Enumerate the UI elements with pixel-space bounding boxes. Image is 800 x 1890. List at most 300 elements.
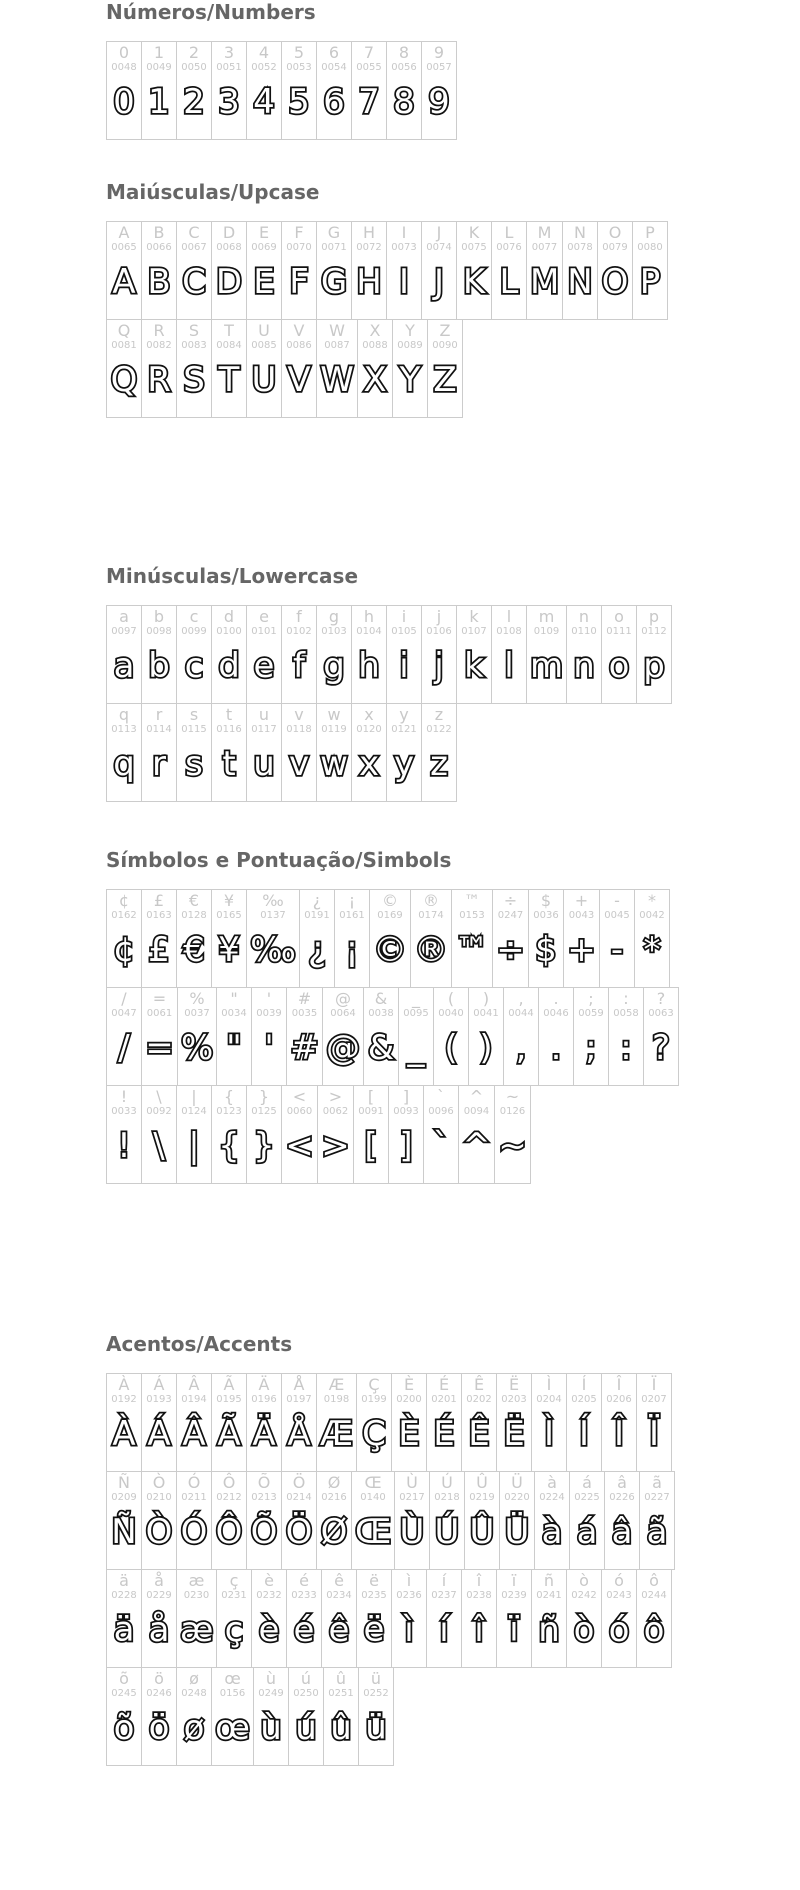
glyph-preview-label: ? (656, 989, 666, 1008)
glyph-cell (211, 221, 247, 320)
glyph-sample: Å (287, 1414, 311, 1454)
glyph-code: 0052 (251, 62, 277, 73)
glyph-code: 0091 (358, 1106, 384, 1117)
glyph-cell (421, 221, 457, 320)
glyph-sample: k (464, 646, 484, 686)
glyph-code: 0034 (221, 1008, 247, 1019)
glyph-code: 0234 (326, 1590, 352, 1601)
glyph-sample: 0 (113, 82, 135, 122)
glyph-code: 0162 (111, 910, 137, 921)
glyph-cell (286, 987, 323, 1086)
glyph-sample: € (183, 930, 205, 970)
glyph-code: 0081 (111, 340, 137, 351)
glyph-sample: } (253, 1126, 275, 1166)
glyph-cell (141, 41, 177, 140)
glyph-preview-label: è (264, 1571, 274, 1590)
glyph-preview-label: ! (120, 1087, 128, 1106)
glyph-preview-label: ù (265, 1669, 277, 1688)
glyph-cell (176, 1569, 217, 1668)
glyph-preview-label: o (614, 607, 624, 626)
glyph-code: 0126 (499, 1106, 526, 1117)
glyph-sample: A (112, 262, 136, 302)
glyph-cell (246, 1085, 282, 1184)
glyph-code: 0206 (606, 1394, 632, 1405)
glyph-sample: É (433, 1414, 455, 1454)
glyph-code: 0128 (181, 910, 207, 921)
glyph-preview-label: ö (154, 1669, 164, 1688)
glyph-sample: Q (110, 360, 138, 400)
glyph-preview-label: * (648, 891, 656, 910)
glyph-cell (461, 1569, 497, 1668)
glyph-preview-label: 6 (328, 43, 340, 62)
glyph-cell (636, 1569, 672, 1668)
glyph-sample: e (253, 646, 275, 686)
glyph-cell (177, 987, 217, 1086)
glyph-cell (106, 221, 142, 320)
glyph-preview-label: ÷ (503, 891, 518, 910)
glyph-code: 0058 (613, 1008, 639, 1019)
glyph-sample: p (643, 646, 665, 686)
glyph-preview-label: V (293, 321, 305, 340)
glyph-code: 0061 (146, 1008, 173, 1019)
glyph-code: 0053 (286, 62, 312, 73)
glyph-preview-label: ò (579, 1571, 589, 1590)
glyph-code: 0231 (221, 1590, 247, 1601)
glyph-code: 0092 (146, 1106, 172, 1117)
glyph-code: 0077 (531, 242, 558, 253)
glyph-cell (351, 703, 387, 802)
glyph-code: 0056 (391, 62, 417, 73)
glyph-preview-label: Å (293, 1375, 305, 1394)
glyph-sample: b (148, 646, 170, 686)
glyph-sample: î (474, 1610, 484, 1650)
glyph-preview-label: ™ (464, 891, 480, 910)
glyph-sample: 7 (358, 82, 380, 122)
glyph-code: 0033 (111, 1106, 137, 1117)
glyph-sample: \ (153, 1126, 165, 1166)
glyph-code: 0218 (434, 1492, 460, 1503)
glyph-code: 0068 (216, 242, 242, 253)
glyph-cell (211, 703, 247, 802)
glyph-code: 0086 (286, 340, 312, 351)
glyph-cell (281, 605, 317, 704)
glyph-preview-label: Æ (328, 1375, 345, 1394)
glyph-preview-label: n (578, 607, 590, 626)
glyph-sample: | (188, 1126, 200, 1166)
glyph-code: 0109 (533, 626, 560, 637)
glyph-sample: ê (328, 1610, 350, 1650)
glyph-sample: Ä (252, 1414, 276, 1454)
glyph-cell (426, 1373, 462, 1472)
glyph-sample: Ó (180, 1512, 208, 1552)
glyph-cell (246, 703, 282, 802)
glyph-preview-label: Â (188, 1375, 200, 1394)
glyph-sample: s (185, 744, 203, 784)
glyph-preview-label: < (292, 1087, 307, 1106)
glyph-cell (176, 41, 212, 140)
glyph-grid (106, 605, 696, 801)
glyph-preview-label: g (328, 607, 340, 626)
glyph-sample: Ü (504, 1512, 530, 1552)
glyph-preview-label: ( (447, 989, 455, 1008)
glyph-code: 0057 (426, 62, 452, 73)
glyph-preview-label: 5 (293, 43, 305, 62)
glyph-sample: * (643, 930, 661, 970)
glyph-sample: ~ (498, 1126, 527, 1166)
glyph-code: 0100 (216, 626, 242, 637)
glyph-sample: D (215, 262, 243, 302)
glyph-code: 0241 (536, 1590, 562, 1601)
glyph-cell (391, 1569, 427, 1668)
glyph-sample: w (320, 744, 348, 784)
charmap-section (106, 180, 696, 417)
glyph-sample: ã (646, 1512, 668, 1552)
glyph-sample: < (285, 1126, 314, 1166)
glyph-sample: Y (399, 360, 421, 400)
glyph-code: 0103 (321, 626, 347, 637)
glyph-code: 0250 (293, 1688, 319, 1699)
glyph-preview-label: d (223, 607, 235, 626)
glyph-code: 0040 (438, 1008, 464, 1019)
glyph-preview-label: S (188, 321, 200, 340)
glyph-cell (433, 987, 469, 1086)
glyph-sample: Ì (543, 1414, 555, 1454)
glyph-sample: Ç (362, 1414, 386, 1454)
glyph-preview-label: Ô (222, 1473, 236, 1492)
glyph-code: 0041 (473, 1008, 499, 1019)
glyph-sample: ú (295, 1708, 317, 1748)
glyph-preview-label: È (403, 1375, 415, 1394)
glyph-grid (106, 1373, 696, 1765)
glyph-sample: £ (148, 930, 170, 970)
glyph-cell (176, 319, 212, 418)
glyph-code: 0153 (459, 910, 485, 921)
glyph-preview-label: s (189, 705, 199, 724)
glyph-sample: v (288, 744, 310, 784)
glyph-sample: ç (224, 1610, 244, 1650)
glyph-preview-label: e (259, 607, 269, 626)
glyph-cell (106, 1471, 142, 1570)
glyph-sample: V (287, 360, 311, 400)
glyph-cell (392, 319, 428, 418)
glyph-sample: 2 (183, 82, 205, 122)
glyph-preview-label: ^ (469, 1087, 484, 1106)
glyph-preview-label: 7 (363, 43, 375, 62)
glyph-preview-label: Ù (406, 1473, 418, 1492)
glyph-cell (141, 703, 177, 802)
glyph-preview-label: W (329, 321, 345, 340)
glyph-code: 0220 (504, 1492, 530, 1503)
glyph-preview-label: 4 (258, 43, 270, 62)
glyph-preview-label: ¡ (348, 891, 356, 910)
glyph-cell (246, 41, 282, 140)
glyph-code: 0076 (496, 242, 522, 253)
glyph-sample: ¥ (218, 930, 240, 970)
glyph-preview-label: y (399, 705, 409, 724)
glyph-code: 0214 (286, 1492, 312, 1503)
glyph-cell (566, 1569, 602, 1668)
glyph-cell (538, 987, 574, 1086)
glyph-preview-label: é (299, 1571, 309, 1590)
glyph-preview-label: ¢ (118, 891, 130, 910)
glyph-sample: i (399, 646, 409, 686)
glyph-sample: Ñ (111, 1512, 137, 1552)
glyph-preview-label: % (189, 989, 205, 1008)
glyph-cell (141, 1471, 177, 1570)
glyph-sample: m (530, 646, 564, 686)
glyph-code: 0080 (637, 242, 663, 253)
glyph-code: 0062 (322, 1106, 349, 1117)
glyph-preview-label: ] (402, 1087, 410, 1106)
charmap-section (106, 564, 696, 801)
glyph-cell (421, 703, 457, 802)
glyph-sample: - (610, 930, 624, 970)
glyph-sample: å (148, 1610, 170, 1650)
glyph-cell (562, 221, 598, 320)
glyph-code: 0099 (181, 626, 207, 637)
glyph-cell (316, 1471, 352, 1570)
glyph-code: 0246 (146, 1688, 172, 1699)
glyph-cell (566, 1373, 602, 1472)
glyph-sample: ï (509, 1610, 519, 1650)
glyph-sample: ? (651, 1028, 671, 1068)
glyph-cell (211, 1471, 247, 1570)
glyph-code: 0252 (363, 1688, 389, 1699)
glyph-preview-label: æ (188, 1571, 205, 1590)
glyph-cell (246, 1373, 282, 1472)
glyph-grid (106, 889, 696, 1183)
glyph-cell (358, 1667, 394, 1766)
glyph-cell (503, 987, 539, 1086)
glyph-code: 0093 (393, 1106, 419, 1117)
glyph-preview-label: N (574, 223, 586, 242)
glyph-cell (492, 889, 529, 988)
glyph-sample: ø (183, 1708, 205, 1748)
glyph-sample: P (639, 262, 661, 302)
glyph-preview-label: õ (119, 1669, 129, 1688)
glyph-code: 0112 (641, 626, 667, 637)
glyph-code: 0204 (536, 1394, 562, 1405)
glyph-sample: & (367, 1028, 395, 1068)
glyph-cell (426, 1569, 462, 1668)
glyph-cell (526, 221, 563, 320)
glyph-code: 0050 (181, 62, 207, 73)
glyph-preview-label: 2 (188, 43, 200, 62)
glyph-cell (141, 987, 178, 1086)
glyph-preview-label: â (617, 1473, 627, 1492)
glyph-code: 0251 (328, 1688, 354, 1699)
glyph-preview-label: £ (153, 891, 165, 910)
glyph-code: 0102 (286, 626, 312, 637)
glyph-preview-label: q (118, 705, 130, 724)
glyph-cell (286, 1569, 322, 1668)
glyph-cell (176, 1373, 212, 1472)
glyph-code: 0200 (396, 1394, 422, 1405)
glyph-preview-label: ï (511, 1571, 517, 1590)
glyph-sample: Ö (285, 1512, 313, 1552)
section-title: Maiúsculas/Upcase (106, 180, 320, 204)
glyph-code: 0237 (431, 1590, 457, 1601)
glyph-preview-label: P (645, 223, 655, 242)
glyph-preview-label: ü (370, 1669, 382, 1688)
glyph-cell (491, 221, 527, 320)
glyph-preview-label: 1 (153, 43, 165, 62)
glyph-preview-label: Á (153, 1375, 165, 1394)
glyph-preview-label: X (369, 321, 381, 340)
glyph-sample: B (147, 262, 171, 302)
glyph-sample: ÷ (496, 930, 525, 970)
glyph-sample: ( (444, 1028, 458, 1068)
glyph-code: 0108 (496, 626, 522, 637)
glyph-cell (531, 1373, 567, 1472)
glyph-preview-label: À (118, 1375, 130, 1394)
glyph-preview-label: a (119, 607, 129, 626)
glyph-code: 0038 (368, 1008, 394, 1019)
glyph-preview-label: ú (300, 1669, 312, 1688)
glyph-cell (316, 1373, 357, 1472)
glyph-cell (464, 1471, 500, 1570)
glyph-code: 0216 (321, 1492, 347, 1503)
glyph-code: 0247 (497, 910, 524, 921)
glyph-cell (211, 319, 247, 418)
glyph-cell (468, 987, 504, 1086)
glyph-cell (369, 889, 411, 988)
glyph-cell (316, 221, 352, 320)
glyph-cell (211, 1373, 247, 1472)
glyph-cell (391, 1373, 427, 1472)
glyph-preview-label: Ó (187, 1473, 201, 1492)
glyph-sample: / (118, 1028, 130, 1068)
section-title: Minúsculas/Lowercase (106, 564, 359, 588)
glyph-cell (141, 1667, 177, 1766)
glyph-cell (334, 889, 370, 988)
glyph-code: 0114 (146, 724, 172, 735)
glyph-code: 0037 (184, 1008, 210, 1019)
glyph-code: 0122 (426, 724, 452, 735)
glyph-sample: ™ (455, 930, 489, 970)
glyph-sample: U (251, 360, 277, 400)
glyph-preview-label: f (296, 607, 302, 626)
glyph-preview-label: A (118, 223, 130, 242)
glyph-preview-label: $ (540, 891, 552, 910)
glyph-cell (363, 987, 399, 1086)
glyph-preview-label: - (614, 891, 620, 910)
glyph-sample: ' (264, 1028, 274, 1068)
glyph-code: 0045 (604, 910, 630, 921)
glyph-preview-label: ¿ (312, 891, 322, 910)
glyph-code: 0121 (391, 724, 417, 735)
glyph-cell (351, 41, 387, 140)
glyph-code: 0107 (461, 626, 487, 637)
glyph-code: 0217 (399, 1492, 425, 1503)
glyph-grid (106, 221, 696, 417)
glyph-cell (176, 1085, 212, 1184)
glyph-code: 0064 (330, 1008, 356, 1019)
glyph-preview-label: : (623, 989, 629, 1008)
glyph-cell (176, 1471, 212, 1570)
glyph-preview-label: " (230, 989, 238, 1008)
glyph-code: 0201 (431, 1394, 457, 1405)
glyph-sample: ‰ (250, 930, 296, 970)
glyph-cell (211, 889, 247, 988)
glyph-sample: r (152, 744, 166, 784)
glyph-preview-label: i (401, 607, 407, 626)
glyph-cell (281, 41, 317, 140)
glyph-sample: 3 (218, 82, 240, 122)
glyph-code: 0078 (567, 242, 593, 253)
glyph-code: 0035 (291, 1008, 318, 1019)
glyph-cell (599, 889, 635, 988)
glyph-preview-label: ® (423, 891, 439, 910)
glyph-code: 0049 (146, 62, 172, 73)
glyph-sample: # (290, 1028, 319, 1068)
glyph-sample: . (550, 1028, 562, 1068)
glyph-cell (566, 605, 602, 704)
glyph-sample: Õ (250, 1512, 278, 1552)
glyph-cell (451, 889, 493, 988)
glyph-sample: Ù (399, 1512, 425, 1552)
glyph-preview-label: Î (616, 1375, 622, 1394)
glyph-code: 0042 (639, 910, 665, 921)
glyph-preview-label: [ (367, 1087, 375, 1106)
glyph-sample: Ê (468, 1414, 490, 1454)
glyph-preview-label: L (504, 223, 514, 242)
glyph-sample: W (320, 360, 354, 400)
glyph-sample: C (182, 262, 206, 302)
glyph-code: 0090 (432, 340, 458, 351)
glyph-code: 0197 (286, 1394, 312, 1405)
glyph-sample: c (184, 646, 204, 686)
glyph-sample: X (363, 360, 387, 400)
glyph-cell (351, 1471, 395, 1570)
glyph-cell (636, 1373, 672, 1472)
glyph-sample: o (608, 646, 630, 686)
glyph-code: 0156 (219, 1688, 246, 1699)
glyph-preview-label: ø (189, 1669, 199, 1688)
glyph-sample: , (515, 1028, 527, 1068)
glyph-code: 0055 (356, 62, 382, 73)
glyph-preview-label: Y (405, 321, 415, 340)
glyph-sample: ò (573, 1610, 595, 1650)
glyph-sample: È (398, 1414, 420, 1454)
glyph-code: 0125 (251, 1106, 277, 1117)
glyph-sample: ] (399, 1126, 413, 1166)
section-title: Acentos/Accents (106, 1332, 293, 1356)
glyph-code: 0095 (403, 1008, 429, 1019)
glyph-sample: 9 (428, 82, 450, 122)
glyph-sample: H (356, 262, 382, 302)
glyph-code: 0048 (111, 62, 137, 73)
glyph-sample: Í (578, 1414, 590, 1454)
glyph-code: 0235 (361, 1590, 387, 1601)
glyph-preview-label: { (223, 1087, 235, 1106)
glyph-sample: h (358, 646, 380, 686)
glyph-preview-label: á (582, 1473, 592, 1492)
glyph-sample: Ú (434, 1512, 460, 1552)
glyph-cell (106, 319, 142, 418)
glyph-code: 0054 (321, 62, 347, 73)
glyph-cell (597, 221, 633, 320)
glyph-code: 0116 (216, 724, 242, 735)
glyph-sample: a (113, 646, 135, 686)
glyph-preview-label: Q (117, 321, 131, 340)
glyph-cell (211, 605, 247, 704)
glyph-cell (388, 1085, 424, 1184)
glyph-sample: R (147, 360, 171, 400)
glyph-sample: à (541, 1512, 563, 1552)
glyph-sample: Œ (355, 1512, 392, 1552)
glyph-code: 0104 (356, 626, 382, 637)
